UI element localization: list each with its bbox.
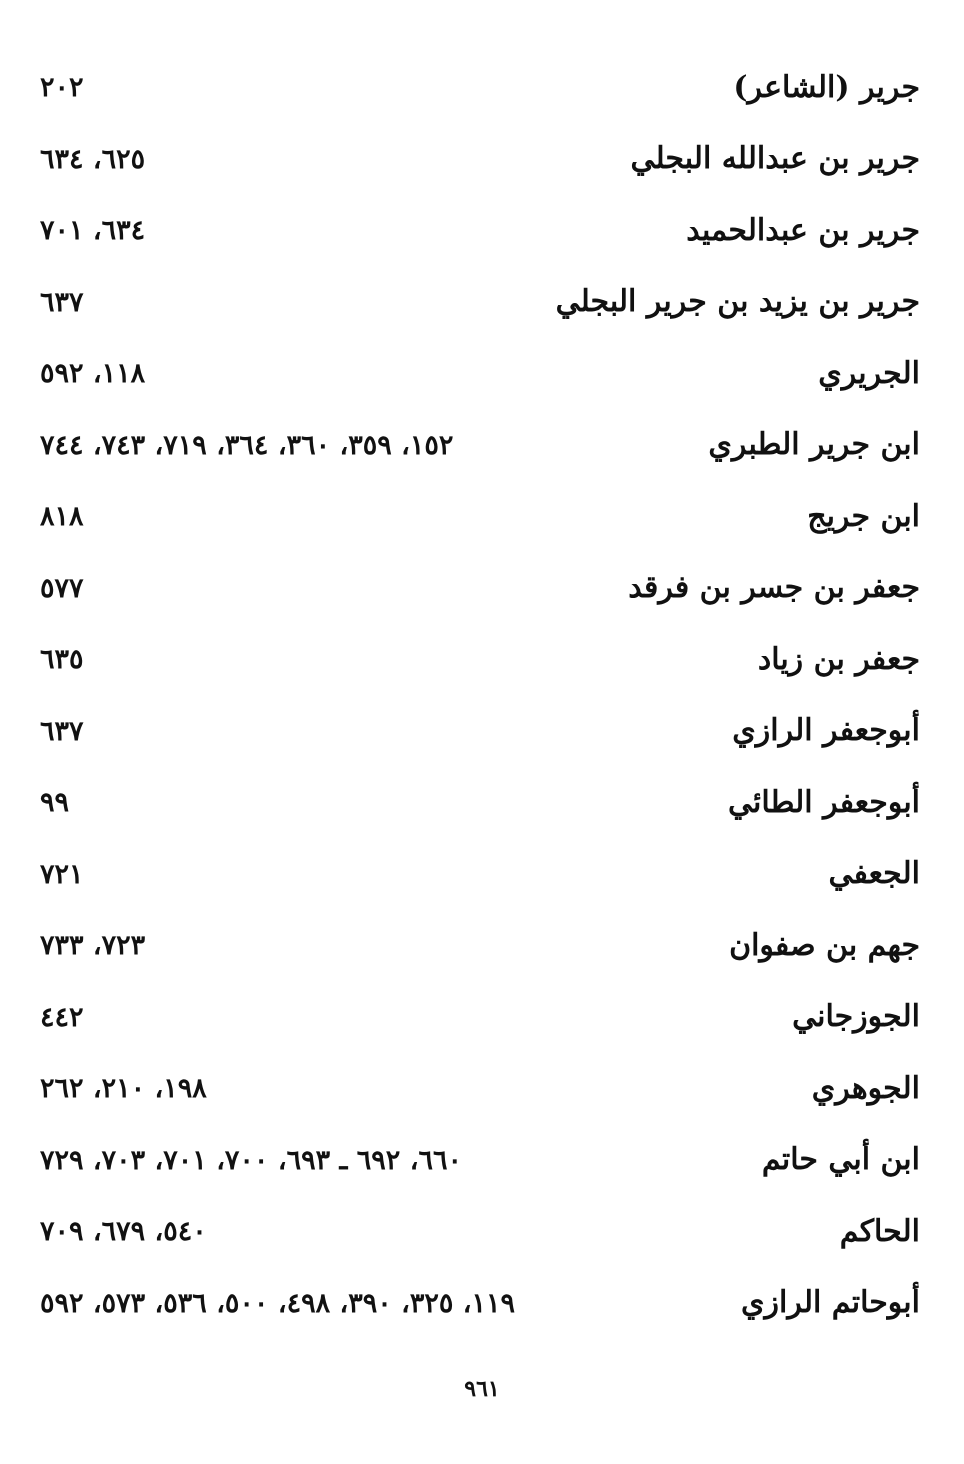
entry-pages: ٧٢١ — [40, 858, 84, 890]
index-entry — [40, 267, 920, 339]
page-number: ٩٦١ — [464, 1376, 500, 1402]
entry-name: ابن جريج — [807, 498, 920, 534]
entry-pages: ١١٨، ٥٩٢ — [40, 358, 146, 390]
index-entry — [40, 1125, 920, 1197]
entry-name: الحاكم — [839, 1213, 920, 1249]
index-entry — [40, 481, 920, 553]
index-entry — [40, 624, 920, 696]
entry-name: ابن جرير الطبري — [708, 427, 920, 463]
index-entry — [40, 410, 920, 482]
entry-name: جهم بن صفوان — [729, 927, 920, 963]
entry-pages: ٥٤٠، ٦٧٩، ٧٠٩ — [40, 1216, 207, 1248]
entry-name: جعفر بن جسر بن فرقد — [628, 570, 920, 606]
index-entry — [40, 696, 920, 768]
entry-name: الجعفي — [828, 856, 920, 892]
index-entry — [40, 767, 920, 839]
index-entry — [40, 839, 920, 911]
entry-pages: ٦٦٠، ٦٩٢ ـ ٦٩٣، ٧٠٠، ٧٠١، ٧٠٣، ٧٢٩ — [40, 1144, 462, 1176]
entry-pages: ٧٢٣، ٧٣٣ — [40, 930, 146, 962]
index-entries — [40, 52, 920, 1339]
index-entry — [40, 910, 920, 982]
entry-name: جرير بن عبدالله البجلي — [630, 141, 920, 177]
index-entry — [40, 338, 920, 410]
entry-pages: ١٩٨، ٢١٠، ٢٦٢ — [40, 1073, 207, 1105]
index-entry — [40, 195, 920, 267]
entry-pages: ٦٣٤، ٧٠١ — [40, 215, 146, 247]
entry-name: ابن أبي حاتم — [761, 1142, 920, 1178]
entry-name: أبوجعفر الرازي — [732, 713, 920, 749]
entry-pages: ٦٢٥، ٦٣٤ — [40, 143, 146, 175]
entry-name: الجوهري — [811, 1070, 920, 1106]
entry-pages: ٦٣٥ — [40, 644, 84, 676]
entry-name: الجريري — [818, 355, 920, 391]
entry-name: أبوجعفر الطائي — [728, 784, 920, 820]
entry-name: جعفر بن زياد — [757, 641, 920, 677]
entry-pages: ٢٠٢ — [40, 72, 84, 104]
entry-name: الجوزجاني — [792, 999, 920, 1035]
index-entry — [40, 1196, 920, 1268]
entry-pages: ١٥٢، ٣٥٩، ٣٦٠، ٣٦٤، ٧١٩، ٧٤٣، ٧٤٤ — [40, 429, 454, 461]
entry-name: جرير (الشاعر) — [733, 69, 920, 105]
index-entry — [40, 52, 920, 124]
entry-name: أبوحاتم الرازي — [741, 1285, 920, 1321]
index-entry — [40, 1053, 920, 1125]
index-entry — [40, 124, 920, 196]
entry-name: جرير بن عبدالحميد — [686, 212, 920, 248]
entry-pages: ٩٩ — [40, 787, 70, 819]
entry-pages: ٥٧٧ — [40, 572, 84, 604]
index-entry — [40, 553, 920, 625]
entry-pages: ٨١٨ — [40, 501, 84, 533]
index-entry — [40, 982, 920, 1054]
entry-name: جرير بن يزيد بن جرير البجلي — [555, 284, 920, 320]
index-entry — [40, 1268, 920, 1340]
entry-pages: ٦٣٧ — [40, 715, 84, 747]
entry-pages: ١١٩، ٣٢٥، ٣٩٠، ٤٩٨، ٥٠٠، ٥٣٦، ٥٧٣، ٥٩٢ — [40, 1287, 515, 1319]
entry-pages: ٤٤٢ — [40, 1001, 84, 1033]
entry-pages: ٦٣٧ — [40, 286, 84, 318]
